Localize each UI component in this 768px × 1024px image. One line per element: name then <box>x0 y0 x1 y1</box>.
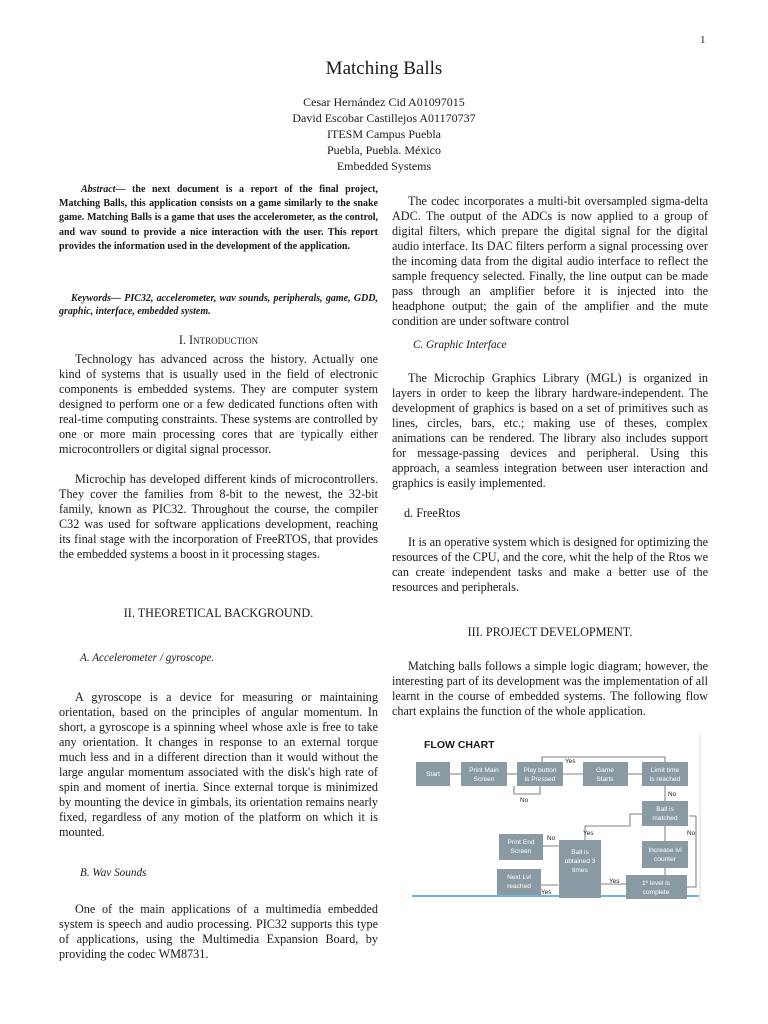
edge-label-yes: Yes <box>541 889 552 896</box>
section-heading-project-development: III. PROJECT DEVELOPMENT. <box>467 625 633 639</box>
edge-label-no: No <box>547 835 556 842</box>
label-ball-matched: Ball is <box>656 806 674 813</box>
flow-chart-figure <box>410 730 706 902</box>
label-next-lvl: Next Lvl <box>507 874 531 881</box>
node-increase-lvl <box>642 841 688 868</box>
graphic-text: The Microchip Graphics Library (MGL) is organized in layers in order to keep the library hardware-independent. The development of graphics is based on a set of primitives such as lines, circles, bars, etc.; making use of theses, complex animations can be rendered. The library also includes support for message-passing devices and peripheral. Using this approach, a seamless integration between user interaction and graphics is easily implemented. <box>392 371 708 490</box>
node-ball-matched <box>642 801 688 826</box>
node-next-lvl <box>497 869 541 895</box>
keywords-dash: — <box>111 293 121 304</box>
label-ball-obtained: obtained 3 <box>564 858 596 865</box>
codec-paragraph <box>392 194 708 329</box>
edge-label-yes: Yes <box>583 830 594 837</box>
label-start: Start <box>426 771 440 778</box>
keywords-label: Keywords <box>71 293 111 304</box>
edge-label-no: No <box>668 791 677 798</box>
abstract <box>59 183 378 254</box>
section-title: Introduction <box>189 333 259 347</box>
location-line: Puebla, Puebla. México <box>327 143 441 157</box>
label-ball-obtained: Ball is <box>571 849 589 856</box>
keywords-text: PIC32, accelerometer, wav sounds, peripherals, game, GDD, graphic, interface, embedded system. <box>59 293 378 317</box>
edge-label-yes: Yes <box>565 758 576 765</box>
label-play-button: Play button <box>523 767 557 774</box>
author-block <box>0 94 768 174</box>
freertos-text: It is an operative system which is designed for optimizing the resources of the CPU, and the core, whit the help of the Rtos we can create independent tasks and make a better use of the resources and peripherals. <box>392 535 708 594</box>
node-print-end-screen <box>499 834 543 860</box>
author-line: Cesar Hernández Cid A01097015 <box>303 95 465 109</box>
edge-label-no: No <box>520 797 529 804</box>
edge-label-yes: Yes <box>609 878 620 885</box>
label-next-lvl: reached <box>507 883 531 890</box>
label-level-complete: complete <box>642 889 670 896</box>
label-increase-lvl: Increase lvl <box>648 847 682 854</box>
wav-text: One of the main applications of a multimedia embedded system is speech and audio processing. PIC32 supports this type of applications, using the Multimedia Expansion Board, by providing the codec WM8731. <box>59 902 378 961</box>
graphic-paragraph <box>392 371 708 491</box>
development-text: Matching balls follows a simple logic diagram; however, the interesting part of its development was the implementation of all learnt in the course of embedded systems. The following flow chart explains the function of the whole application. <box>392 659 708 718</box>
edge-label-no: No <box>687 830 696 837</box>
subsection-wav-sounds: B. Wav Sounds <box>80 867 147 879</box>
wav-paragraph <box>59 902 378 962</box>
label-play-button: is Pressed <box>524 776 556 783</box>
label-level-complete: 1º level is <box>641 880 671 887</box>
subsection-accelerometer: A. Accelerometer / gyroscope. <box>80 652 215 664</box>
flow-chart-title: FLOW CHART <box>424 739 495 751</box>
label-print-main: Screen <box>473 776 495 783</box>
page-number: 1 <box>700 34 706 46</box>
label-ball-obtained: times <box>572 867 588 874</box>
intro-paragraph-2: Microchip has developed different kinds of microcontrollers. They cover the families from 8-bit to the newest, the 32-bit family, known as PIC32. Throughout the course, the compiler C32 was used for software applications development, reaching its final stage with the incorporation of FreeRTOS, that provides the embedded systems a boost in it processing stages. <box>59 472 378 561</box>
subsection-graphic-interface: C. Graphic Interface <box>413 339 507 351</box>
section-heading-theory: II. THEORETICAL BACKGROUND. <box>123 606 314 620</box>
keywords <box>59 292 378 318</box>
intro-paragraph-1: Technology has advanced across the history. Actually one kind of systems that is usually used in the field of electronic components is embedded systems. They are computer system designed to perform one or a few dedicated functions often with real-time computing constraints. These systems are controlled by one or more main processing cores that are typically either microcontrollers or digital signal processor. <box>59 352 378 456</box>
affiliation-line: ITESM Campus Puebla <box>327 127 441 141</box>
abstract-dash: — <box>115 184 126 195</box>
author-line: David Escobar Castillejos A01170737 <box>292 111 476 125</box>
label-game-starts: Game <box>596 767 614 774</box>
flow-chart-svg <box>410 730 706 902</box>
codec-text: The codec incorporates a multi-bit oversampled sigma-delta ADC. The output of the ADCs is now applied to a group of digital filters, which prepare the digital signal for the digital audio interface. Its DAC filters perform a signal processing over the incoming data from the digital audio interface to reflect the sample frequency selected. Finally, the line output can be made pass through an amplifier before it is injected into the headphone output; the gain of the amplifier and the mute condition are under software control <box>392 194 708 328</box>
abstract-text: the next document is a report of the final project, Matching Balls, this application consists on a game similarly to the snake game. Matching Balls is a game that uses the accelerometer, as the control, and wav sound to provide a nice interaction with the user. This report provides the information used in the development of the application. <box>59 184 378 252</box>
abstract-label: Abstract <box>81 184 116 195</box>
gyroscope-text: A gyroscope is a device for measuring or maintaining orientation, based on the principles of angular momentum. In short, a gyroscope is a spinning wheel whose axle is free to take any orientation. It changes in response to an external torque much less and in a different direction than it would without the large angular momentum associated with the disk's high rate of spin and moment of inertia. Since external torque is minimized by mounting the device in gimbals, its orientation remains nearly fixed, regardless of any motion of the platform on which it is mounted. <box>59 690 378 839</box>
subsection-freertos: d. FreeRtos <box>404 506 461 520</box>
intro-column <box>59 352 378 562</box>
label-limit-time: is reached <box>649 776 681 783</box>
label-limit-time: Limit time <box>650 767 680 774</box>
section-number: I. <box>178 333 186 347</box>
label-ball-matched: matched <box>652 815 678 822</box>
label-game-starts: Starts <box>596 776 614 783</box>
course-line: Embedded Systems <box>336 159 432 173</box>
gyroscope-paragraph <box>59 690 378 840</box>
label-print-end: Print End <box>507 839 535 846</box>
section-heading-introduction <box>59 333 378 348</box>
label-print-end: Screen <box>510 848 532 855</box>
label-increase-lvl: counter <box>654 856 676 863</box>
freertos-paragraph <box>392 535 708 595</box>
paper-title: Matching Balls <box>325 58 443 79</box>
development-paragraph <box>392 659 708 719</box>
label-print-main: Print Main <box>469 767 499 774</box>
